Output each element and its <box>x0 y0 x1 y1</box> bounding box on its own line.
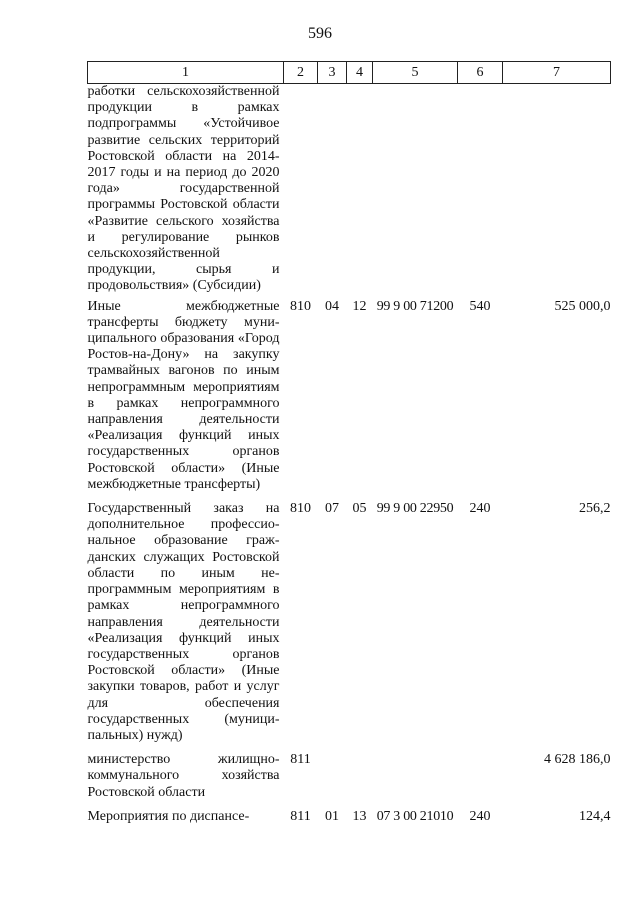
row-subsection-code: 12 <box>352 298 367 314</box>
column-header-1: 1 <box>88 62 284 84</box>
column-header-3: 3 <box>318 62 347 84</box>
row-subsection-code <box>347 748 373 805</box>
row-description: Мероприятия по диспансе- <box>87 808 250 824</box>
row-section-code: 04 <box>325 298 339 314</box>
row-target-code: 99 9 00 71200 <box>376 298 454 314</box>
row-ministry-code: 810 <box>290 501 311 517</box>
row-amount <box>503 84 611 295</box>
row-ministry-code: 810 <box>290 298 311 314</box>
row-amount: 124,4 <box>579 808 611 824</box>
row-description: работки сельскохозяйственной продукции в рамках подпрограммы «Устойчивое развитие сельских территорий Ростовской области на 2014-2017 годы и на период до 2020 года» государственной программы Ростовской области «Развитие сельского хозяйства и регулирование рынков сельскохозяйственной продукции, сырья и продовольствия» (Субсидии) <box>87 84 280 294</box>
row-section-code: 07 <box>325 501 339 517</box>
row-section-code <box>318 84 347 295</box>
row-amount: 256,2 <box>579 501 611 517</box>
row-expense-type: 540 <box>469 298 491 314</box>
row-section-code: 01 <box>325 808 339 824</box>
row-target-code: 07 3 00 21010 <box>376 808 454 824</box>
table-header-row <box>88 62 611 84</box>
row-target-code <box>373 748 458 805</box>
row-amount: 4 628 186,0 <box>544 752 611 768</box>
table-row <box>88 295 611 497</box>
table-row <box>88 497 611 748</box>
row-ministry-code: 811 <box>290 808 311 824</box>
row-expense-type <box>458 748 503 805</box>
row-ministry-code <box>284 84 318 295</box>
column-header-2: 2 <box>284 62 318 84</box>
budget-table <box>87 61 611 829</box>
row-subsection-code: 05 <box>352 501 367 517</box>
table-row <box>88 84 611 295</box>
row-section-code <box>318 748 347 805</box>
column-header-6: 6 <box>458 62 503 84</box>
row-target-code: 99 9 00 22950 <box>376 501 454 517</box>
column-header-5: 5 <box>373 62 458 84</box>
row-subsection-code <box>347 84 373 295</box>
table-row <box>88 805 611 829</box>
row-target-code <box>373 84 458 295</box>
row-description: Иные межбюджетные трансферты бюджету муниципального образования «Город Ростов-на-Дону» на закупку трамвайных вагонов по иным непрограммным мероприятиям в рамках непрограммного направления деятельности «Реализация функций иных государственных органов Ростовской области» (Иные межбюджетные трансферты) <box>87 298 280 492</box>
row-description: Государственный заказ на дополнительное профессиональное образование гражданских служащих Ростовской области по иным непрограммным мероприятиям в рамках непрограммного направления деятельности «Реализация функций иных государственных органов Ростовской области» (Иные закупки товаров, работ и услуг для обеспечения государственных (муниципальных) нужд) <box>87 501 280 743</box>
row-amount: 525 000,0 <box>554 298 611 314</box>
row-subsection-code: 13 <box>352 808 367 824</box>
row-expense-type <box>458 84 503 295</box>
row-expense-type: 240 <box>469 501 491 517</box>
table-row <box>88 748 611 805</box>
row-description: министерство жилищно-коммунального хозяйства Ростовской области <box>87 752 280 800</box>
row-ministry-code: 811 <box>290 752 311 768</box>
column-header-7: 7 <box>503 62 611 84</box>
row-expense-type: 240 <box>469 808 491 824</box>
page-number: 596 <box>308 25 332 42</box>
column-header-4: 4 <box>347 62 373 84</box>
